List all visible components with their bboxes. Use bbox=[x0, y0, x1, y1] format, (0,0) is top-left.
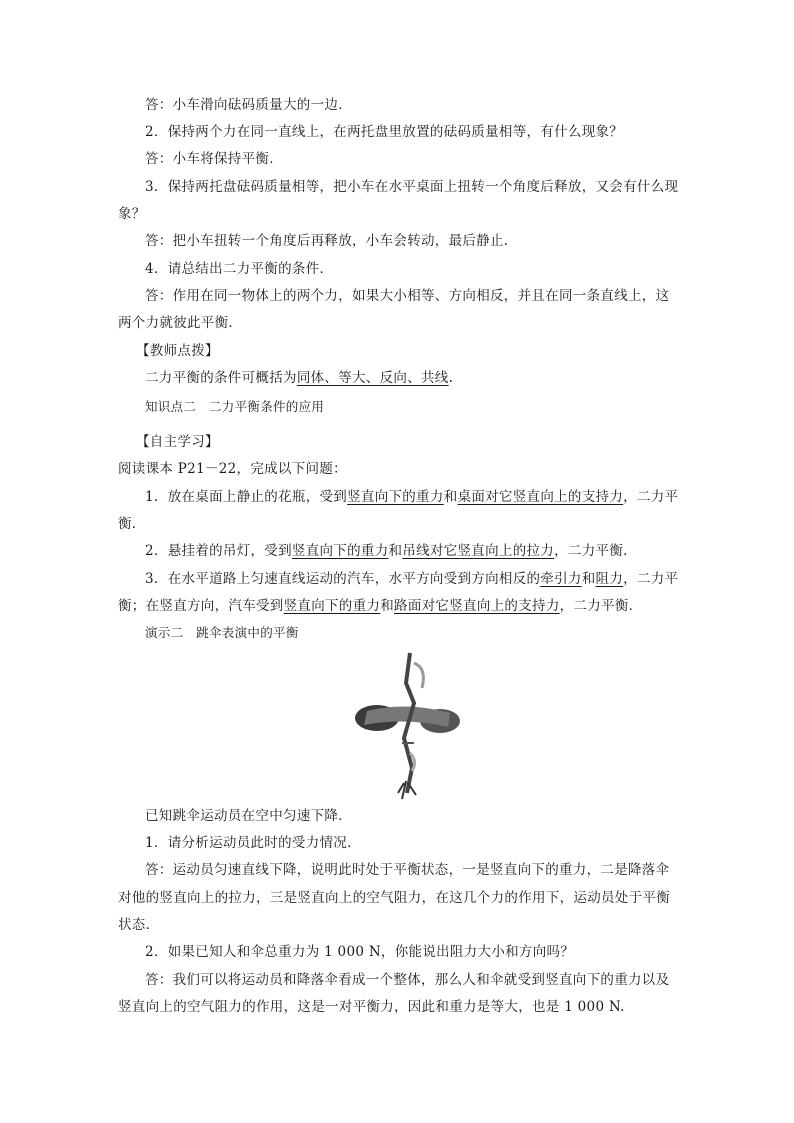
answer-2: 答：小车将保持平衡． bbox=[145, 151, 283, 167]
problem-1-answer-cont: 对他的竖直向上的拉力，三是竖直向上的空气阻力，在这几个力的作用下，运动员处于平衡 bbox=[118, 890, 670, 906]
problem-1-answer-end: 状态． bbox=[118, 917, 160, 933]
problem-2-answer: 答：我们可以将运动员和降落伞看成一个整体，那么人和伞就受到竖直向下的重力以及 bbox=[145, 972, 670, 988]
answer-3: 答：把小车扭转一个角度后再释放，小车会转动，最后静止． bbox=[145, 233, 518, 249]
teacher-heading: 【教师点拨】 bbox=[136, 343, 219, 359]
answer-4: 答：作用在同一物体上的两个力，如果大小相等、方向相反，并且在同一条直线上，这 bbox=[145, 288, 670, 304]
section-heading-2: 知识点二 二力平衡条件的应用 bbox=[145, 399, 325, 414]
question-3-cont: 象？ bbox=[118, 206, 146, 222]
given-statement: 已知跳伞运动员在空中匀速下降． bbox=[145, 808, 352, 824]
jumper-body bbox=[404, 653, 414, 793]
demo-heading-2: 演示二 跳伞表演中的平衡 bbox=[145, 625, 299, 640]
item-3: 3．在水平道路上匀速直线运动的汽车，水平方向受到方向相反的牵引力和阻力，二力平 bbox=[145, 571, 679, 587]
question-2: 2．保持两个力在同一直线上，在两托盘里放置的砝码质量相等，有什么现象？ bbox=[145, 124, 624, 140]
answer-4-cont: 两个力就彼此平衡． bbox=[118, 315, 243, 331]
teacher-summary: 二力平衡的条件可概括为同体、等大、反向、共线. bbox=[145, 370, 454, 386]
question-4: 4．请总结出二力平衡的条件． bbox=[145, 261, 334, 277]
reading-instruction: 阅读课本 P21－22，完成以下问题： bbox=[118, 461, 347, 477]
problem-1-answer: 答：运动员匀速直线下降，说明此时处于平衡状态，一是竖直向下的重力，二是降落伞 bbox=[145, 862, 670, 878]
item-3-cont: 衡；在竖直方向，汽车受到竖直向下的重力和路面对它竖直向上的支持力，二力平衡． bbox=[118, 598, 643, 614]
item-1-cont: 衡． bbox=[118, 516, 146, 532]
self-study-heading: 【自主学习】 bbox=[136, 434, 219, 450]
answer-1: 答：小车滑向砝码质量大的一边． bbox=[145, 97, 352, 113]
problem-2-answer-cont: 竖直向上的空气阻力的作用，这是一对平衡力，因此和重力是等大，也是 1 000 N. bbox=[118, 999, 625, 1015]
problem-2: 2．如果已知人和伞总重力为 1 000 N，你能说出阻力大小和方向吗？ bbox=[145, 944, 575, 960]
item-2: 2．悬挂着的吊灯，受到竖直向下的重力和吊线对它竖直向上的拉力，二力平衡． bbox=[145, 543, 637, 559]
problem-1: 1．请分析运动员此时的受力情况． bbox=[145, 835, 361, 851]
item-1: 1．放在桌面上静止的花瓶，受到竖直向下的重力和桌面对它竖直向上的支持力，二力平 bbox=[145, 489, 679, 505]
conditions-underlined: 同体、等大、反向、共线 bbox=[296, 370, 449, 386]
question-3: 3．保持两托盘砝码质量相等，把小车在水平桌面上扭转一个角度后释放，又会有什么现 bbox=[145, 179, 679, 195]
parachutist-image bbox=[352, 643, 462, 803]
